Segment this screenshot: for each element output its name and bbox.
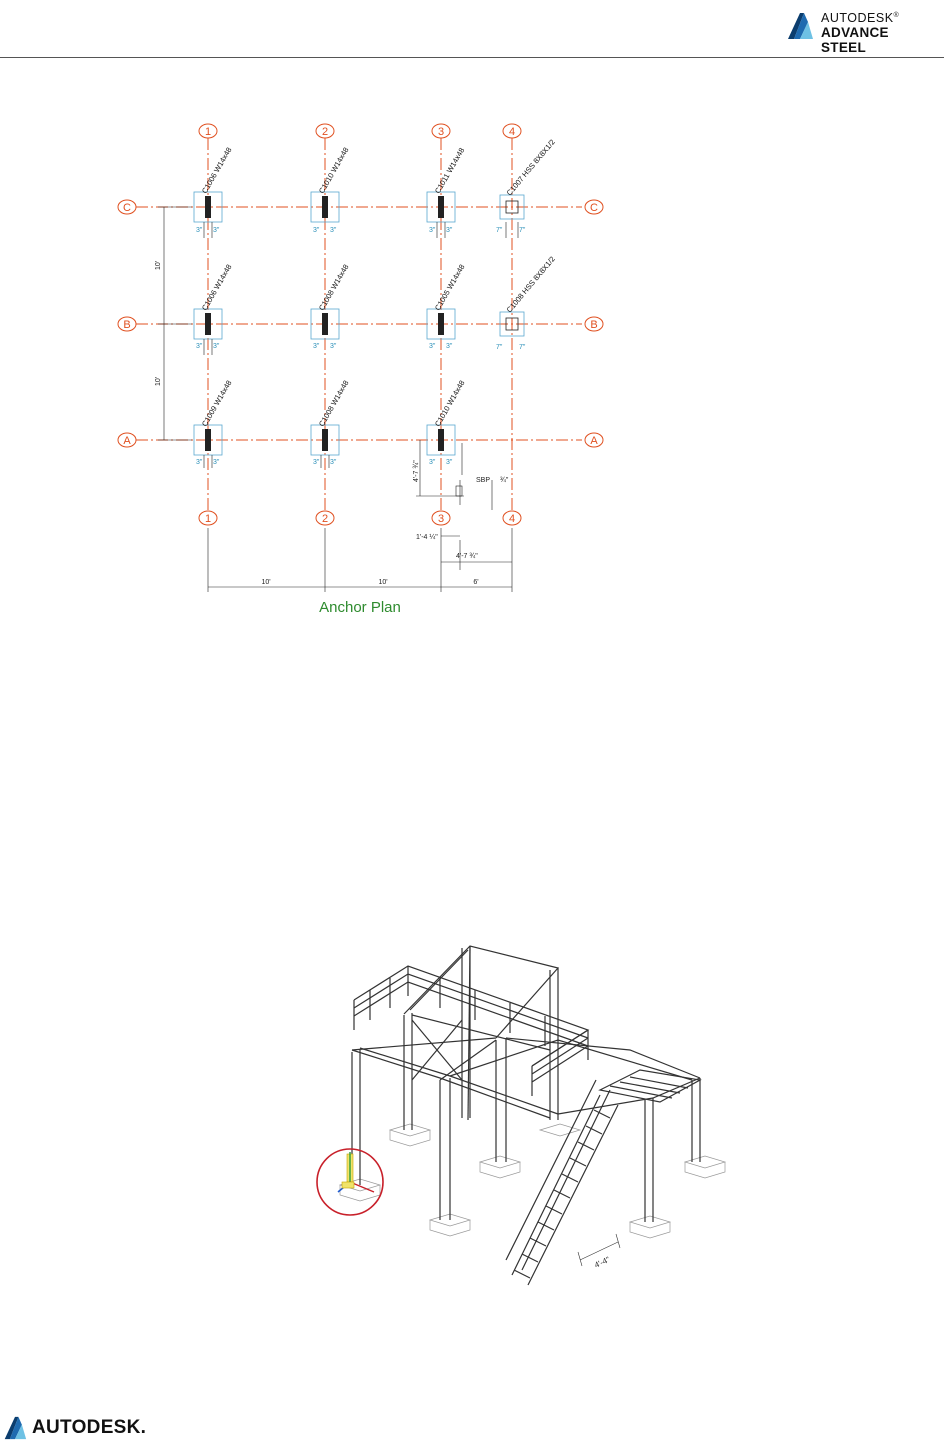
grid-label-1-top: 1 (204, 126, 212, 138)
plate-dim: 3" (213, 227, 220, 234)
plate-dim: 3" (313, 343, 320, 350)
page-footer (0, 1412, 160, 1442)
plate-dim: 3" (196, 343, 203, 350)
ucs-axis-icon (338, 1152, 374, 1192)
left-dim-1: 10' (155, 260, 162, 270)
anchor-plan-drawing (100, 110, 640, 630)
column-tag: C1007 HSS 8X8X1/2 (504, 137, 557, 198)
page-header (0, 0, 944, 58)
grid-label-b-right: B (590, 319, 598, 331)
plate-dim: 3" (196, 227, 203, 234)
grid-label-3-top: 3 (437, 126, 445, 138)
plate-dim: 3" (429, 343, 436, 350)
column-tag: C1006 W14x48 (199, 145, 234, 195)
plate-dim: 3" (429, 227, 436, 234)
isometric-structure-view (300, 930, 740, 1310)
grid-label-a-left: A (123, 435, 131, 447)
grid-label-a-right: A (590, 435, 598, 447)
bottom-dim-3: 6' (473, 579, 479, 586)
hss-plate-dim: 7" (496, 227, 503, 234)
column-tag: C1011 W14x48 (432, 146, 467, 195)
left-dim-2: 10' (155, 376, 162, 386)
iso-dim-label: 4'-4" (593, 1254, 612, 1270)
autodesk-advance-steel-logo (784, 10, 934, 55)
grid-label-4-top: 4 (508, 126, 516, 138)
footer-brand-text: AUTODESK. (32, 1417, 147, 1438)
grid-label-c-left: C (123, 202, 131, 214)
column-tag: C1010 W14x48 (316, 145, 351, 195)
stair-dim-4: ¾" (500, 477, 509, 484)
hss-plate-dim: 7" (496, 344, 503, 351)
plan-title: Anchor Plan (319, 599, 401, 616)
grid-label-4-bottom: 4 (508, 513, 516, 525)
hss-plate-dim: 7" (519, 227, 526, 234)
grid-label-1-bottom: 1 (204, 513, 212, 525)
grid-label-c-right: C (590, 202, 598, 214)
grid-label-b-left: B (123, 319, 131, 331)
grid-label-2-top: 2 (321, 126, 329, 138)
bottom-dim-2: 10' (378, 579, 388, 586)
stair-plate-label: SBP (476, 477, 491, 484)
brand-line-2: ADVANCE STEEL (821, 25, 889, 55)
plate-dim: 3" (213, 343, 220, 350)
bottom-dim-1: 10' (261, 579, 271, 586)
stair-dim-1: 4'-7 ¾" (413, 460, 420, 482)
plate-dim: 3" (196, 459, 203, 466)
column-tag: C1009 W14x48 (199, 378, 234, 428)
plate-dim: 3" (446, 227, 453, 234)
brand-line-1: AUTODESK® (821, 11, 900, 25)
plate-dim: 3" (446, 459, 453, 466)
plate-dim: 3" (429, 459, 436, 466)
stair-dim-2: 1'-4 ¼" (416, 534, 438, 541)
column-tag: C1008 W14x48 (316, 262, 351, 312)
column-tag: C1005 W14x48 (432, 262, 467, 312)
plate-dim: 3" (313, 227, 320, 234)
header-divider (0, 57, 944, 58)
column-tag: C1006 W14x48 (199, 262, 234, 312)
plate-dim: 3" (330, 227, 337, 234)
plate-dim: 3" (446, 343, 453, 350)
grid-label-3-bottom: 3 (437, 513, 445, 525)
plate-dim: 3" (213, 459, 220, 466)
grid-label-2-bottom: 2 (321, 513, 329, 525)
autodesk-logo-icon (786, 12, 814, 40)
plate-dim: 3" (330, 459, 337, 466)
column-tag: C1008 HSS 8X8X1/2 (504, 254, 557, 315)
column-tag: C1008 W14x48 (316, 378, 351, 428)
plate-dim: 3" (313, 459, 320, 466)
stair-dim-3: 4'-7 ¾" (456, 553, 478, 560)
column-tag: C1010 W14x48 (432, 378, 467, 428)
hss-plate-dim: 7" (519, 344, 526, 351)
plate-dim: 3" (330, 343, 337, 350)
autodesk-logo-icon (3, 1416, 27, 1440)
